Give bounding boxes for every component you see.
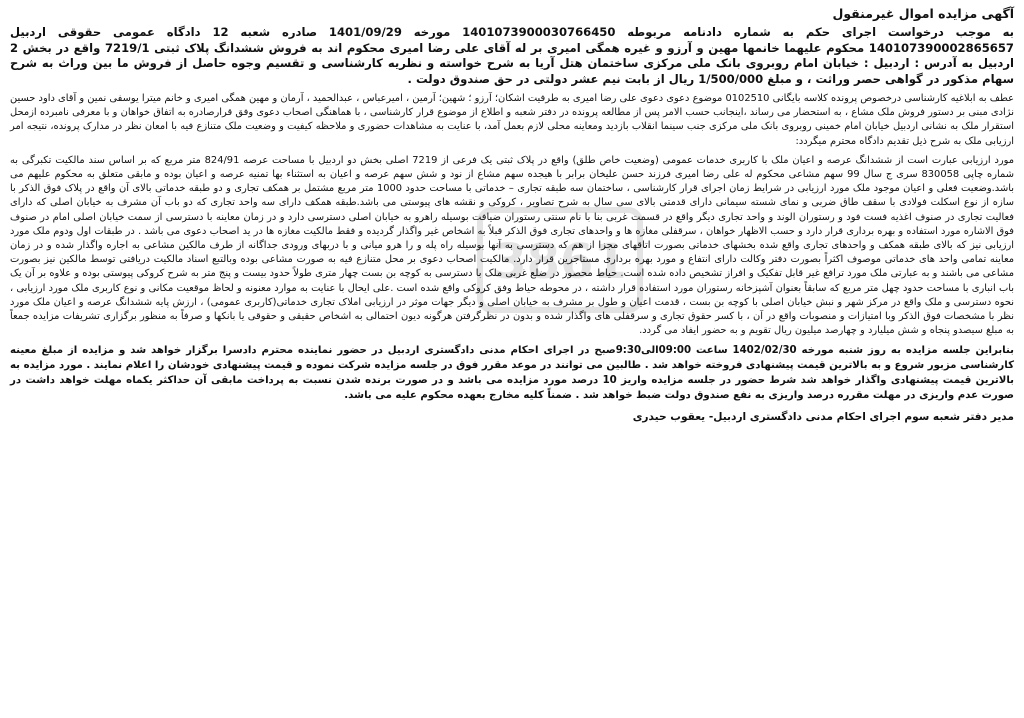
expert-report-paragraph: عطف به ابلاغیه کارشناسی درخصوص پرونده کلاسه بایگانی 0102510 موضوع دعوی دعوی علی رضا امیری به طرفیت اشکان؛ آرزو ؛ شهین؛ آرمین ، امیرعباس ، عبدالحمید ، آرمان و مهین همگی امیری و خانم میترا یوسفی نمین و آقای داود حسین نژادی مبنی بر دستور فروش ملک مشاع ، به استحضار می رساند ،اینجانب حسب الامر پس از مطالعه پرونده در دفتر شعبه و اطلاع از موضوع قرار کارشناسی ، با هماهنگی اصحاب دعوی وفق قرارصادره به اتفاق خواهان و با معرفی نامبرده ازمحل استقرار ملک به نشانی اردبیل خیابان امام خمینی روبروی بانک ملی مرکزی جنب سینما انقلاب بازدید ومعاینه محلی لازم بعمل آمد، با عنایت به مشاهدات حضوری و ملاحظه کیفیت و وضعیت ملک متنازع فیه با امعان نظر در مدارک پرونده، نتیجه امر ارزیابی ملک به شرح ذیل تقدیم دادگاه محترم میگردد: [10,93,1014,147]
signature-line: مدیر دفتر شعبه سوم اجرای احکام مدنی دادگستری اردبیل- یعقوب حیدری [632,411,1014,424]
assessment-paragraph: مورد ارزیابی عبارت است از ششدانگ عرصه و اعیان ملک با کاربری خدمات عمومی (وضعیت خاص طلق) واقع در پلاک ثبتی یک فرعی از 7219 اصلی بخش دو اردبیل با مساحت عرصه 824/91 متر مربع که بر اساس سند مالکیت تکبرگی به شماره چاپی 830058 سری ج سال 99 سهم مشاعی محکوم له علی رضا امیری فرزند حسن علیخان برابر با هیجده سهم مشاع از نود و شش سهم عرصه و اعیان به استثناء بها تمنیه عرصه و اعیان بوده و مابقی متعلق به محکوم علیهم می باشد.وضعیت فعلی و اعیان موجود ملک مورد ارزیابی در شرایط زمان اجرای قرار کارشناسی ، ساختمان سه طبقه تجاری – خدماتی با مساحت حدود 1000 متر مربع مشتمل بر همکف تجاری و دو طبقه خدماتی بالای آن واقع در پلاک فوق الذکر با سازه از نوع اسکلت فولادی با سقف طاق ضربی و نمای شسته سیمانی دارای قدمتی بالای سی سال به شرح تصاویر ، کروکی و نقشه های پیوستی می باشد.طبقه همکف دارای سه واحد تجاری که دو باب آن مشرف به خیابان اصلی که دارای فعالیت تجاری در صنوف اغذیه فست فود و رستوران الوند و واحد تجاری دیگر واقع در قسمت غربی بنا با نام سنتی رستوران ضیافت بوسیله راهرو به خیابان اصلی دسترسی دارد و در زمان معاینه با دسترسی از سمت خیابان اصلی امام در صنوف فوق الاشاره مورد استفاده و بهره برداری قرار دارد و حسب الاظهار خواهان ، سرقفلی مغازه ها و واحدهای تجاری فوق الذکر قبلاً به اشخاص غیر واگذار گردیده و فقط مالکیت مغازه ها در ید اصحاب دعوی می باشد . در طبقات اول ودوم ملک مورد ارزیابی نیز که بالای طبقه همکف و واحدهای تجاری واقع شده بخشهای خدماتی بصورت اتاقهای مجزا از هم که دسترسی به آنها بوسیله راه پله و را هرو میانی و با دربهای ورودی جداگانه از طرف مالکین مشاعی به اجاره واگذار شده و در زمان معاینه تمامی واحد های خدماتی موصوف اکثراً بصورت دفتر وکالت دارای انتفاع و مورد بهره برداری مستاجرین قرار دارد. مالکیت اصحاب دعوی بر محل متنازع فیه به صورت مشاعی بوده وبالتبع اسناد مالکیت دریافتی توسط مالکین نیز بصورت مشاعی می باشند و به عبارتی ملک مورد ترافع غیر قابل تفکیک و افراز تشخیص داده شده است. حیاط محصور در ضلع غربی ملک با دسترسی به کوچه بن بست چهار متری طولاً حدود بیست و پنج متر به شرح کروکی پیوستی بوده و علاوه بر آن یک باب انباری با مساحت حدود چهل متر مربع که سابقاً بعنوان آشپزخانه رستوران مورد استفاده قرار داشته ، در محوطه حیاط وفق کروکی واقع شده است .علی ایحال با عنایت به موارد معنونه و لحاظ موقعیت مکانی و نوع کاربری ملک مورد ارزیابی ، نحوه دسترسی و ملک واقع در مرکز شهر و نبش خیابان اصلی با کوچه بن بست ، قدمت اعیان و طول بر مشرف به خیابان اصلی و دیگر جهات موثر در ارزیابی املاک تجاری خدماتی(کاربری عمومی) ، ارزش پایه ششدانگ عرصه و اعیان ملک مورد نظر با مشخصات فوق الذکر وبا امتیازات و منصوبات واقع در آن ، با کسر حقوق تجاری و سرقفلی های واگذار شده و بدون در نظرگرفتن هرگونه دیون احتمالی به اشخاص حقیقی و حقوقی یا بانکها و صرفاً به منظور برگزاری تشریفات مزایده جمعاً به مبلغ سیصدو پنجاه و شش میلیارد و چهارصد میلیون ریال تقویم و به حضور ایفاد می گردد. [10,154,1015,337]
svg-text:3861: 3861 [493,234,627,290]
auction-session-paragraph: بنابراین جلسه مزایده به روز شنبه مورخه 1402/02/30 ساعت 09:00الی9:30صبح در اجرای احکام مدنی دادگستری اردبیل در حضور نماینده محترم دادسرا برگزار خواهد شد و مزایده از مبلغ معینه کارشناسی مزبور شروع و به بالاترین قیمت پیشنهادی فروخته خواهد شد . طالبین می توانند در موعد مقرر فوق در جلسه مزایده شرکت نموده و قیمت پیشنهادی خودشان را اعلام نمایند . مورد مزایده به بالاترین قیمت پیشنهادی واگذار خواهد شد شرط حضور در جلسه مزایده واریز 10 درصد مورد مزایده می باشد و در صورت برنده شدن نسبت به پرداخت مابقی آن حداکثر یکماه مهلت خواهد داشت در صورت عدم واریزی در مهلت مقرره درصد واریزی به نفع صندوق دولت ضبط خواهد شد . ضمناً کلیه مخارج بعهده محکوم علیه می باشد. [10,345,1014,402]
notice-title: آگهی مزایده اموال غیرمنقول [832,6,1014,21]
intro-paragraph: به موجب درخواست اجرای حکم به شماره دادنامه مربوطه 140107390003076645‌0 مورخه 1401/09/29 صادره شعبه 12 دادگاه عمومی حقوقی اردبیل 140107390002865657 محکوم علیهما خانمها مهین و آرزو و غیره همگی امیری بر له آقای علی رضا امیری محکوم اند به فروش ششدانگ پلاک ثبتی 7219/1 واقع در بخش 2 اردبیل به آدرس : اردبیل : خیابان امام روبروی بانک ملی مرکزی ساختمان هتل آریا به شرح خواسته و نظریه کارشناسی و تقسیم وجوه حاصل از فروش ما بین وراث به شرح سهام مذکور در گواهی حصر وراثت ، و مبلغ 1/500/000 ریال از بابت نیم عشر دولتی در حق صندوق دولت . [10,25,1015,86]
